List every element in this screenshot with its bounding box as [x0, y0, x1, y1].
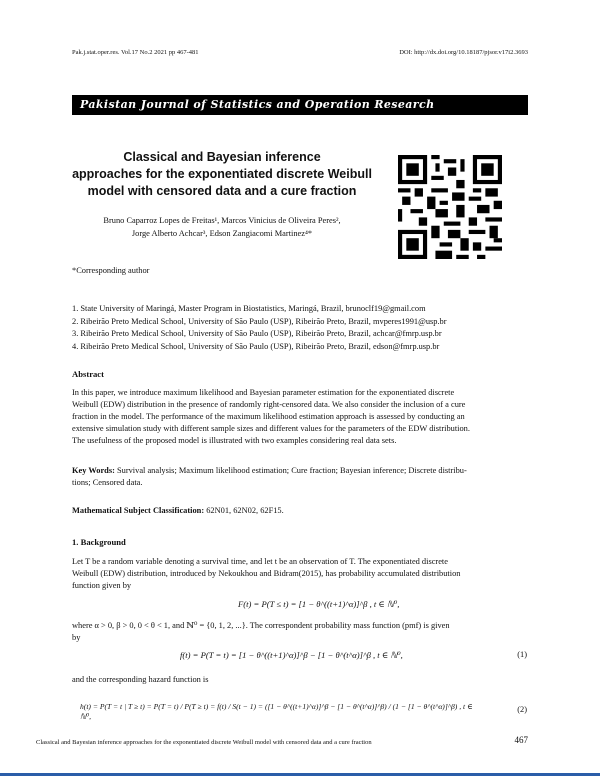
msc-value: 62N01, 62N02, 62F15.: [206, 506, 284, 515]
keywords: [72, 465, 530, 489]
qr-code-icon: [398, 155, 502, 259]
title-line: model with censored data and a cure fraction: [87, 184, 357, 198]
equation-number: (2): [517, 705, 527, 714]
affiliation-item: 4. Ribeirão Preto Medical School, University of São Paulo (USP), Ribeirão Preto, Brazil, edson@fmrp.usp.br: [72, 341, 440, 351]
doi-link[interactable]: DOI: http://dx.doi.org/10.18187/pjsor.v17i2.3693: [399, 49, 528, 56]
paragraph-line: Weibull (EDW) distribution, introduced by Nekoukhou and Bidram(2015), has probability accumulated distribution: [72, 569, 461, 578]
abstract-heading: Abstract: [72, 369, 104, 379]
abstract-line: In this paper, we introduce maximum likelihood and Bayesian parameter estimation for the exponentiated discrete: [72, 388, 455, 397]
abstract-line: extensive simulation study with different sample sizes and different values for the parameters of the EDW distribution.: [72, 424, 470, 433]
journal-banner: [72, 95, 528, 115]
affiliation-item: 1. State University of Maringá, Master Program in Biostatistics, Maringá, Brazil, brunoclf19@gmail.com: [72, 304, 426, 313]
paragraph-line: function given by: [72, 581, 132, 590]
affiliation-list: [72, 303, 447, 353]
keywords-line: Survival analysis; Maximum likelihood estimation; Cure fraction; Bayesian inference; Discrete distribu-: [116, 466, 467, 475]
paper-title: [72, 149, 372, 200]
paragraph-line: where α > 0, β > 0, 0 < θ < 1, and ℕ⁰ = {0, 1, 2, ...}. The correspondent probability mass function (pmf) is given: [72, 621, 450, 630]
journal-banner-text: Pakistan Journal of Statistics and Operation Research: [80, 98, 435, 111]
abstract-line: Weibull (EDW) distribution in the presence of randomly right-censored data. We also consider the inclusion of a cure: [72, 400, 466, 409]
equation-pmf: f(t) = P(T = t) = [1 − θ^((t+1)^α)]^β − [1 − θ^(t^α)]^β , t ∈ ℕ⁰,: [180, 650, 403, 660]
corresponding-author-note: *Corresponding author: [72, 266, 150, 275]
title-line: approaches for the exponentiated discrete Weibull: [72, 167, 372, 181]
page-number: 467: [514, 735, 528, 745]
author-list: [72, 214, 372, 240]
author-line: Bruno Caparroz Lopes de Freitas¹, Marcos Vinicius de Oliveira Peres²,: [103, 216, 341, 225]
equation-cdf: F(t) = P(T ≤ t) = [1 − θ^((t+1)^α)]^β , t ∈ ℕ⁰,: [238, 599, 400, 609]
title-line: Classical and Bayesian inference: [123, 150, 321, 164]
abstract-body: [72, 387, 530, 447]
keywords-line: tions; Censored data.: [72, 478, 143, 487]
paragraph-line: by: [72, 633, 81, 642]
section-paragraph: and the corresponding hazard function is: [72, 675, 209, 684]
equation-hazard: h(t) = P(T = t | T ≥ t) = P(T = t) / P(T ≥ t) = f(t) / S(t − 1) = ([1 − θ^((t+1)^α)]^β − [1 − θ^(t^α)]^β) / (1 − [1 − θ^(t^α)]^β) , t ∈ ℕ⁰,: [80, 702, 473, 721]
running-title: Classical and Bayesian inference approaches for the exponentiated discrete Weibull model with censored data and a cure fraction: [36, 739, 372, 746]
author-line: Jorge Alberto Achcar³, Edson Zangiacomi Martinez⁴*: [131, 229, 313, 238]
section-paragraph: [72, 620, 530, 644]
msc-label: Mathematical Subject Classification:: [72, 506, 205, 515]
abstract-line: The usefulness of the proposed model is illustrated with two examples considering real data sets.: [72, 436, 397, 445]
section-paragraph: [72, 556, 530, 592]
keywords-label: Key Words:: [72, 466, 115, 475]
abstract-line: fraction in the model. The performance of the maximum likelihood estimation approach is assessed by conducting an: [72, 412, 465, 421]
journal-reference: Pak.j.stat.oper.res. Vol.17 No.2 2021 pp 467-481: [72, 49, 199, 56]
affiliation-item: 3. Ribeirão Preto Medical School, University of São Paulo (USP), Ribeirão Preto, Brazil, achcar@fmrp.usp.br: [72, 329, 442, 338]
section-heading: 1. Background: [72, 537, 126, 547]
affiliation-item: 2. Ribeirão Preto Medical School, University of São Paulo (USP), Ribeirão Preto, Brazil, mvperes1991@usp.br: [72, 316, 447, 326]
paragraph-line: Let T be a random variable denoting a survival time, and let t be an observation of T. The exponentiated discrete: [72, 557, 448, 566]
msc-classification: [72, 505, 284, 517]
equation-number: (1): [517, 650, 527, 659]
